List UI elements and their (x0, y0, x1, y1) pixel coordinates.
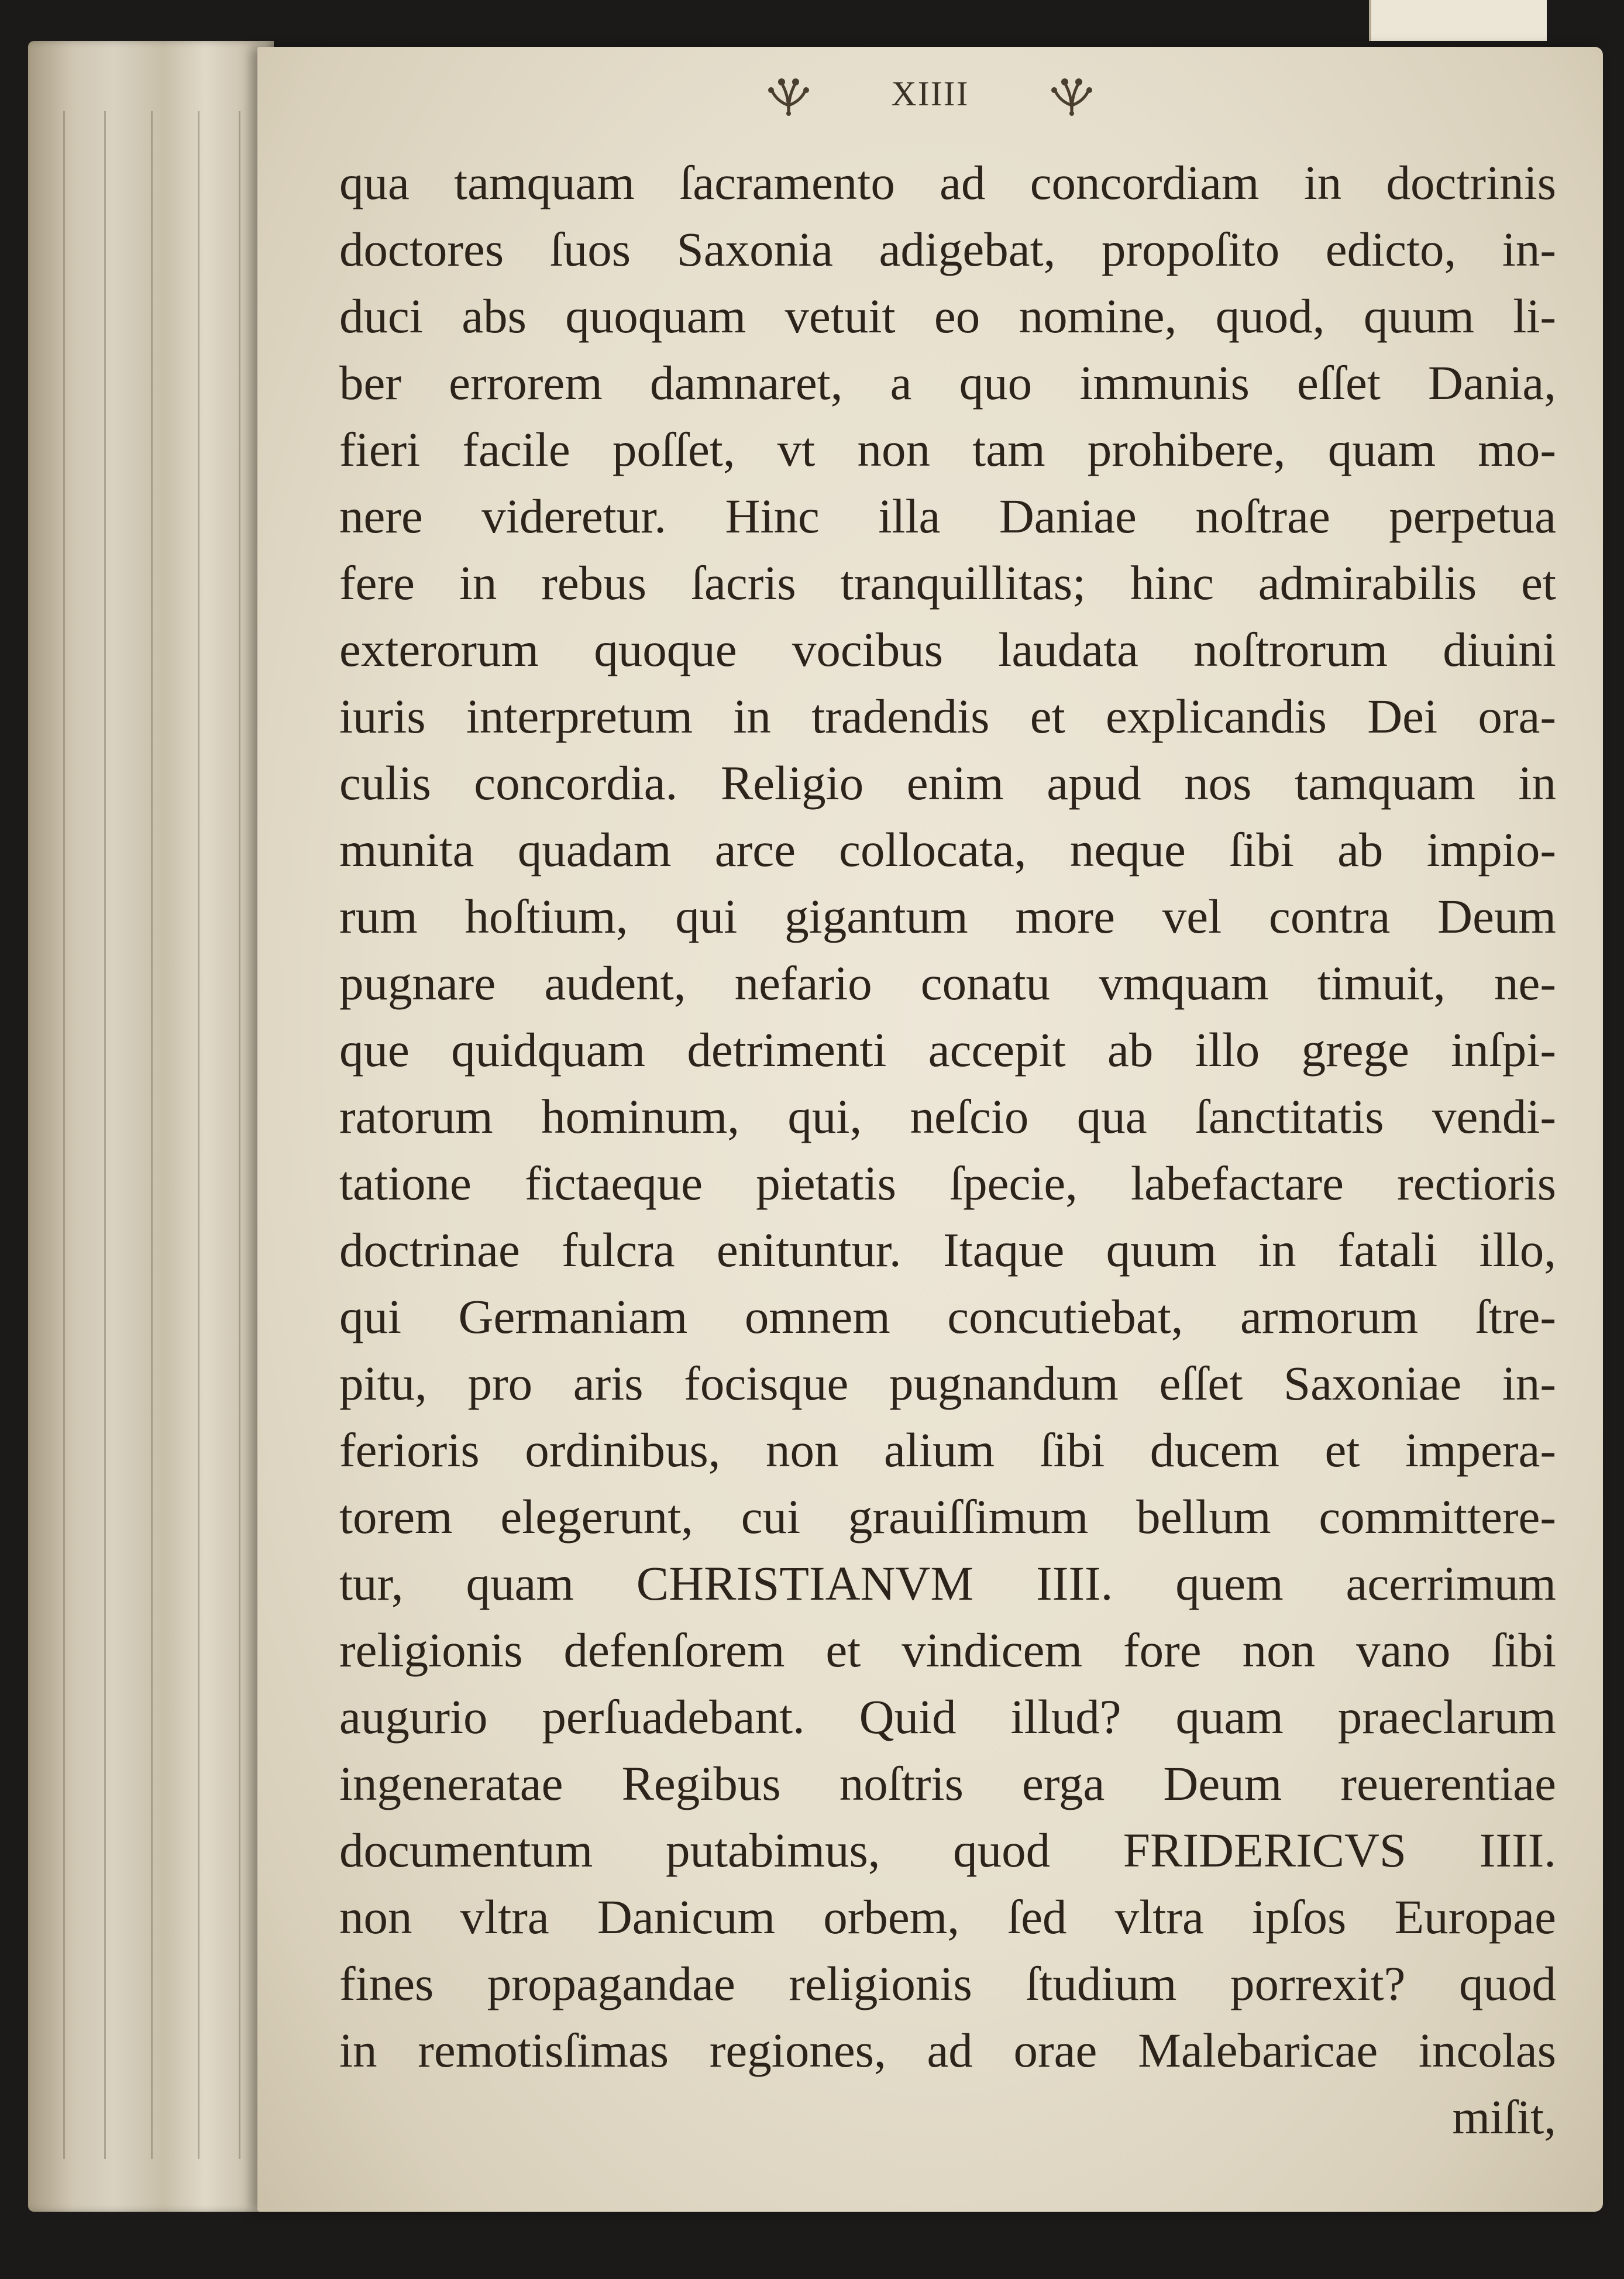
text-line: tatione fictaeque pietatis ſpecie, labefactare rectioris (339, 1156, 1556, 1210)
text-line: documentum putabimus, quod FRIDERICVS IIII. (339, 1823, 1556, 1877)
page-edge-line (104, 111, 106, 2159)
text-line: non vltra Danicum orbem, ſed vltra ipſos Europae (339, 1890, 1556, 1944)
text-line: munita quadam arce collocata, neque ſibi ab impio- (339, 823, 1556, 876)
text-line: duci abs quoquam vetuit eo nomine, quod, quum li- (339, 289, 1556, 343)
text-line: doctores ſuos Saxonia adigebat, propoſito edicto, in- (339, 222, 1556, 276)
text-line: augurio perſuadebant. Quid illud? quam praeclarum (339, 1690, 1556, 1744)
text-line: nere videretur. Hinc illa Daniae noſtrae perpetua (339, 489, 1556, 543)
text-line: in remotisſimas regiones, ad orae Malebaricae incolas (339, 2023, 1556, 2077)
text-line: qui Germaniam omnem concutiebat, armorum ſtre- (339, 1290, 1556, 1343)
text-line: pugnare audent, nefario conatu vmquam timuit, ne- (339, 956, 1556, 1010)
text-line: torem elegerunt, cui grauiſſimum bellum committere- (339, 1490, 1556, 1544)
text-line: ferioris ordinibus, non alium ſibi ducem et impera- (339, 1423, 1556, 1477)
book-page-edges (28, 41, 274, 2212)
text-line: exterorum quoque vocibus laudata noſtrorum diuini (339, 623, 1556, 676)
fleuron-right-icon (1042, 70, 1101, 117)
text-line: religionis defenſorem et vindicem fore non vano ſibi (339, 1623, 1556, 1677)
page-edge-line (151, 111, 153, 2159)
catchword: miſit, (1452, 2090, 1556, 2144)
text-line: fieri facile poſſet, vt non tam prohibere, quam mo- (339, 422, 1556, 476)
text-line: ratorum hominum, qui, neſcio qua ſanctitatis vendi- (339, 1089, 1556, 1143)
page-edge-line (239, 111, 240, 2159)
body-text (339, 149, 1556, 2150)
text-line: que quidquam detrimenti accepit ab illo grege inſpi- (339, 1023, 1556, 1077)
text-line: rum hoſtium, qui gigantum more vel contra Deum (339, 889, 1556, 943)
page-header (257, 70, 1603, 140)
text-line: doctrinae fulcra enituntur. Itaque quum in fatali illo, (339, 1223, 1556, 1277)
text-line: ingeneratae Regibus noſtris erga Deum reuerentiae (339, 1756, 1556, 1810)
book-page (257, 47, 1603, 2212)
text-line: ber errorem damnaret, a quo immunis eſſet Dania, (339, 356, 1556, 410)
page-number: XIIII (891, 74, 969, 113)
text-line: pitu, pro aris focisque pugnandum eſſet Saxoniae in- (339, 1356, 1556, 1410)
page-edge-line (63, 111, 65, 2159)
text-line: fines propagandae religionis ſtudium porrexit? quod (339, 1957, 1556, 2010)
text-line: fere in rebus ſacris tranquillitas; hinc admirabilis et (339, 556, 1556, 610)
text-line: culis concordia. Religio enim apud nos tamquam in (339, 756, 1556, 810)
text-line: qua tamquam ſacramento ad concordiam in doctrinis (339, 156, 1556, 209)
fleuron-left-icon (759, 70, 818, 117)
text-line: iuris interpretum in tradendis et explicandis Dei ora- (339, 689, 1556, 743)
page-tab-top (1369, 0, 1547, 41)
page-edge-line (198, 111, 199, 2159)
text-line: tur, quam CHRISTIANVM IIII. quem acerrimum (339, 1556, 1556, 1610)
